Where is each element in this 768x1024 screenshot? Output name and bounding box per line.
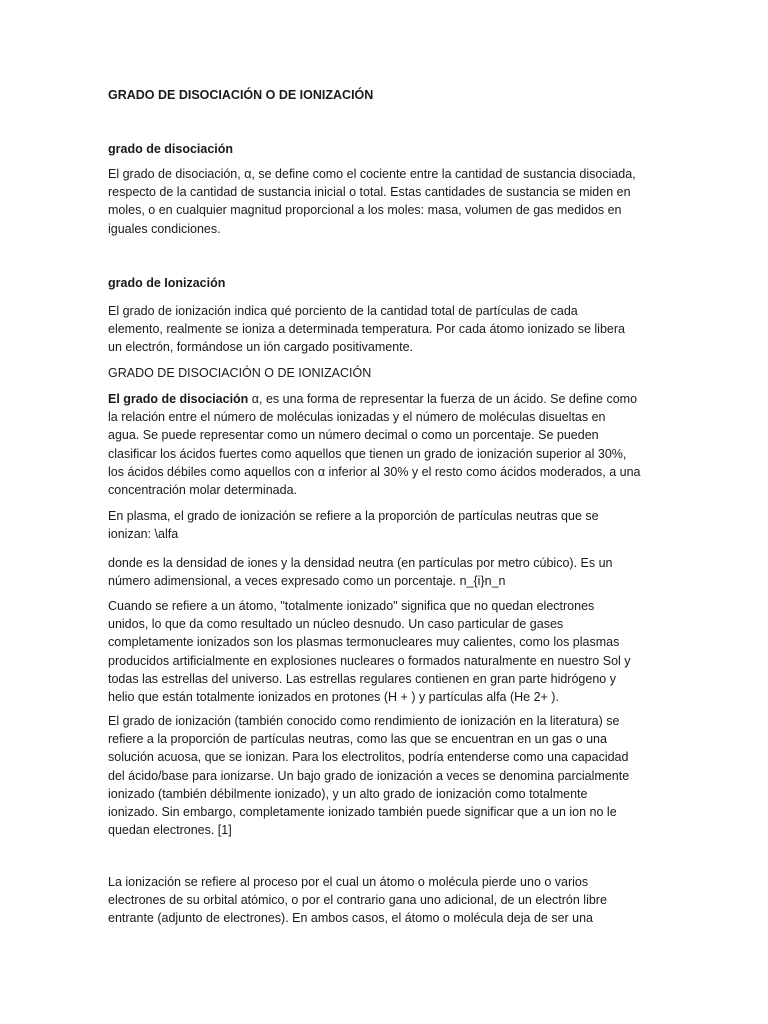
text-line: agua. Se puede representar como un número decimal o como un porcentaje. Se pueden [108, 428, 599, 443]
text-line: El grado de ionización (también conocido como rendimiento de ionización en la literatura) se [108, 714, 620, 728]
text-line: los ácidos débiles como aquellos con α inferior al 30% y el resto como ácidos moderados, a una [108, 464, 641, 479]
text-line: unidos, lo que da como resultado un núcleo desnudo. Un caso particular de gases [108, 617, 564, 632]
text-line: donde es la densidad de iones y la densidad neutra (en partículas por metro cúbico). Es un [108, 556, 613, 570]
paragraph-ionizacion [108, 302, 668, 357]
paragraph-disociacion [108, 165, 668, 238]
text-segment: α, es una forma de representar la fuerza de un ácido. Se define como [248, 392, 638, 406]
heading-ionizacion: grado de Ionización [108, 276, 226, 290]
paragraph-atomo [108, 597, 668, 706]
text-line: La ionización se refiere al proceso por el cual un átomo o molécula pierde uno o varios [108, 875, 589, 889]
text-line: clasificar los ácidos fuertes como aquellos que tienen un grado de ionización superior al 30%, [108, 446, 627, 461]
paragraph-densidad [108, 554, 668, 590]
text-line: ionizan: \alfa [108, 527, 179, 542]
text-line: producidos artificialmente en explosiones nucleares o formados naturalmente en nuestro Sol y [108, 653, 631, 668]
text-line: iguales condiciones. [108, 221, 221, 236]
text-line: El grado de ionización indica qué porciento de la cantidad total de partículas de cada [108, 304, 578, 318]
text-line: número adimensional, a veces expresado como un porcentaje. n_{i}n_n [108, 574, 506, 589]
text-line: Cuando se refiere a un átomo, "totalmente ionizado" significa que no quedan electrones [108, 599, 595, 613]
text-line: elemento, realmente se ioniza a determinada temperatura. Por cada átomo ionizado se libera [108, 322, 625, 337]
text-line: la relación entre el número de moléculas ionizadas y el número de moléculas disueltas en [108, 410, 606, 425]
text-line: del ácido/base para ionizarse. Un bajo grado de ionización a veces se denomina parcialmente [108, 768, 630, 783]
text-line: helio que están totalmente ionizados en protones (H + ) y partículas alfa (He 2+ ). [108, 690, 559, 705]
text-line: concentración molar determinada. [108, 483, 297, 498]
text-line: ionizado (también débilmente ionizado), y un alto grado de ionización como totalmente [108, 786, 588, 801]
section-title-text: GRADO DE DISOCIACIÓN O DE IONIZACIÓN [108, 366, 372, 380]
text-line: solución acuosa, que se ionizan. Para los electrolitos, podría entenderse como una capacidad [108, 750, 629, 765]
text-line: quedan electrones. [1] [108, 823, 232, 838]
text-line: respecto de la cantidad de sustancia inicial o total. Estas cantidades de sustancia se miden en [108, 185, 631, 200]
text-line: todas las estrellas del universo. Las estrellas regulares contienen en gran parte hidrógeno y [108, 671, 616, 686]
bold-lead: El grado de disociación [108, 392, 249, 406]
text-line: moles, o en cualquier magnitud proporcional a los moles: masa, volumen de gas medidos en [108, 203, 622, 218]
section-title-2 [108, 364, 668, 382]
text-line: refiere a la proporción de partículas neutras, como las que se encuentran en un gas o una [108, 732, 607, 747]
paragraph-plasma [108, 507, 668, 543]
text-line [108, 390, 668, 408]
text-line: El grado de disociación, α, se define como el cociente entre la cantidad de sustancia disociada, [108, 167, 636, 181]
paragraph-alpha [108, 390, 668, 499]
paragraph-proceso [108, 873, 668, 928]
text-line: entrante (adjunto de electrones). En ambos casos, el átomo o molécula deja de ser una [108, 911, 594, 926]
text-line: ionizado. Sin embargo, completamente ionizado también puede significar que a un ion no le [108, 805, 617, 820]
document-title: GRADO DE DISOCIACIÓN O DE IONIZACIÓN [108, 88, 374, 102]
heading-disociacion: grado de disociación [108, 142, 234, 156]
paragraph-rendimiento [108, 712, 668, 839]
text-line: electrones de su orbital atómico, o por el contrario gana uno adicional, de un electrón libre [108, 893, 607, 908]
text-line: un electrón, formándose un ión cargado positivamente. [108, 340, 414, 355]
text-line: En plasma, el grado de ionización se refiere a la proporción de partículas neutras que se [108, 509, 599, 523]
text-line: completamente ionizados son los plasmas termonucleares muy calientes, como los plasmas [108, 635, 620, 650]
